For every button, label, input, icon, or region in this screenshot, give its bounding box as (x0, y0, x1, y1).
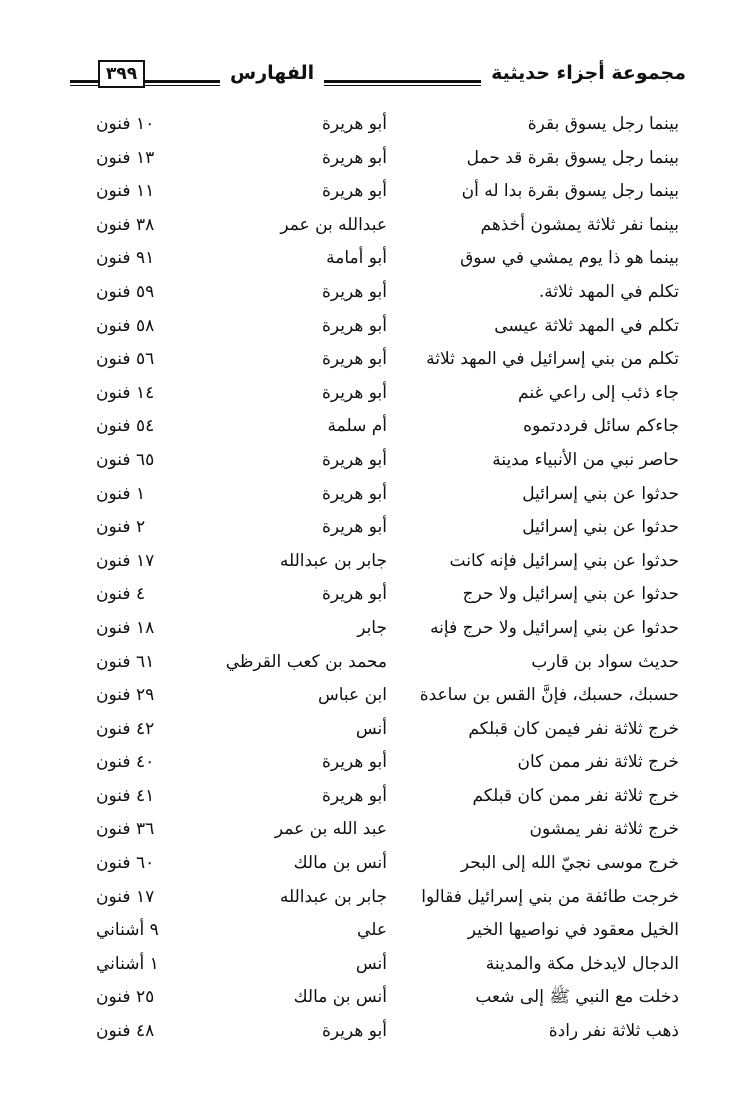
source-reference: ٦٥ فنون (96, 449, 155, 470)
index-row (0, 444, 755, 478)
narrator: أبو هريرة (321, 752, 387, 773)
index-row (0, 713, 755, 747)
source-reference: ١١ فنون (96, 181, 155, 202)
narrator: أنس (355, 718, 387, 739)
index-row (0, 948, 755, 982)
source-reference: ١٤ فنون (96, 382, 155, 403)
source-reference: ٥٤ فنون (96, 416, 155, 437)
narrator: جابر (357, 617, 387, 638)
hadith-incipit: الخيل معقود في نواصيها الخير (467, 920, 679, 941)
narrator: أبو هريرة (321, 147, 387, 168)
narrator: أبو هريرة (321, 449, 387, 470)
hadith-incipit: حدثوا عن بني إسرائيل ولا حرج فإنه (430, 617, 679, 638)
index-row (0, 377, 755, 411)
index-row (0, 646, 755, 680)
page-number: ٣٩٩ (98, 60, 145, 88)
source-reference: ٩١ فنون (96, 248, 155, 269)
hadith-incipit: حدثوا عن بني إسرائيل ولا حرج (462, 584, 679, 605)
hadith-incipit: خرج ثلاثة نفر فيمن كان قبلكم (468, 718, 679, 739)
source-reference: ٥٩ فنون (96, 281, 155, 302)
narrator: أبو هريرة (321, 785, 387, 806)
index-row (0, 343, 755, 377)
narrator: عبد الله بن عمر (274, 819, 387, 840)
narrator: أبو هريرة (321, 382, 387, 403)
index-row (0, 511, 755, 545)
source-reference: ١٠ فنون (96, 114, 155, 134)
index-row (0, 847, 755, 881)
index-row (0, 310, 755, 344)
index-row (0, 813, 755, 847)
index-row (0, 914, 755, 948)
hadith-incipit: خرج ثلاثة نفر يمشون (529, 819, 679, 840)
index-row (0, 780, 755, 814)
hadith-incipit: ذهب ثلاثة نفر رادة (548, 1021, 679, 1042)
source-reference: ٢٥ فنون (96, 987, 155, 1008)
narrator: أبو هريرة (321, 281, 387, 302)
index-row (0, 746, 755, 780)
narrator: أبو هريرة (321, 584, 387, 605)
index-row (0, 142, 755, 176)
index-row (0, 478, 755, 512)
hadith-incipit: خرج موسى نجيّ الله إلى البحر (460, 853, 679, 874)
index-row (0, 108, 755, 142)
narrator: أبو هريرة (321, 517, 387, 538)
index-row (0, 578, 755, 612)
hadith-incipit: خرج ثلاثة نفر ممن كان (517, 752, 679, 773)
hadith-incipit: حاصر نبي من الأنبياء مدينة (492, 449, 679, 470)
index-row (0, 175, 755, 209)
narrator: أبو هريرة (321, 114, 387, 134)
source-reference: ٤٨ فنون (96, 1021, 155, 1042)
narrator: جابر بن عبدالله (279, 886, 387, 907)
hadith-incipit: تكلم في المهد ثلاثة عيسى (494, 315, 679, 336)
source-reference: ٣٨ فنون (96, 214, 155, 235)
page-header (70, 58, 690, 94)
narrator: أبو هريرة (321, 1021, 387, 1042)
index-row (0, 545, 755, 579)
source-reference: ٤٢ فنون (96, 718, 155, 739)
index-row (0, 410, 755, 444)
book-title: مجموعة أجزاء حديثية (481, 58, 690, 88)
hadith-incipit: دخلت مع النبي ﷺ إلى شعب (475, 987, 679, 1008)
source-reference: ٩ أشناني (96, 920, 159, 941)
source-reference: ١ أشناني (96, 953, 159, 974)
index-row (0, 981, 755, 1015)
source-reference: ١٧ فنون (96, 886, 155, 907)
narrator: أبو أمامة (326, 248, 387, 269)
index-row (0, 242, 755, 276)
hadith-incipit: بينما نفر ثلاثة يمشون أخذهم (480, 214, 679, 235)
index-row (0, 612, 755, 646)
source-reference: ١٣ فنون (96, 147, 155, 168)
hadith-incipit: جاء ذئب إلى راعي غنم (518, 382, 679, 403)
source-reference: ١٧ فنون (96, 550, 155, 571)
hadith-incipit: تكلم في المهد ثلاثة. (538, 281, 679, 302)
narrator: أبو هريرة (321, 483, 387, 504)
hadith-incipit: بينما رجل يسوق بقرة (527, 114, 679, 134)
hadith-incipit: الدجال لايدخل مكة والمدينة (485, 953, 679, 974)
index-row (0, 276, 755, 310)
source-reference: ١٨ فنون (96, 617, 155, 638)
source-reference: ١ فنون (96, 483, 146, 504)
source-reference: ٢ فنون (96, 517, 146, 538)
narrator: أبو هريرة (321, 349, 387, 370)
narrator: أنس (355, 953, 387, 974)
hadith-incipit: حدثوا عن بني إسرائيل (522, 517, 679, 538)
source-reference: ٦١ فنون (96, 651, 155, 672)
narrator: ابن عباس (317, 685, 387, 706)
index-row (0, 1015, 755, 1049)
hadith-incipit: خرج ثلاثة نفر ممن كان قبلكم (472, 785, 679, 806)
source-reference: ٤ فنون (96, 584, 146, 605)
hadith-incipit: حديث سواد بن قارب (531, 651, 679, 672)
hadith-incipit: بينما هو ذا يوم يمشي في سوق (460, 248, 679, 269)
source-reference: ٥٨ فنون (96, 315, 155, 336)
hadith-incipit: بينما رجل يسوق بقرة قد حمل (466, 147, 679, 168)
source-reference: ٣٦ فنون (96, 819, 155, 840)
index-row (0, 881, 755, 915)
narrator: عبدالله بن عمر (280, 214, 387, 235)
index-row (0, 209, 755, 243)
index-list (0, 108, 755, 1049)
hadith-incipit: حدثوا عن بني إسرائيل فإنه كانت (449, 550, 679, 571)
source-reference: ٦٠ فنون (96, 853, 155, 874)
index-row (0, 679, 755, 713)
narrator: أبو هريرة (321, 181, 387, 202)
hadith-incipit: بينما رجل يسوق بقرة بدا له أن (461, 181, 679, 202)
narrator: أم سلمة (327, 416, 387, 437)
source-reference: ٤٠ فنون (96, 752, 155, 773)
source-reference: ٢٩ فنون (96, 685, 155, 706)
hadith-incipit: حسبك، حسبك، فإنَّ القس بن ساعدة (419, 685, 679, 706)
narrator: جابر بن عبدالله (279, 550, 387, 571)
narrator: أنس بن مالك (293, 987, 387, 1008)
hadith-incipit: تكلم من بني إسرائيل في المهد ثلاثة (426, 349, 679, 370)
narrator: أبو هريرة (321, 315, 387, 336)
hadith-incipit: خرجت طائفة من بني إسرائيل فقالوا (421, 886, 679, 907)
source-reference: ٥٦ فنون (96, 349, 155, 370)
narrator: علي (357, 920, 387, 941)
narrator: أنس بن مالك (293, 853, 387, 874)
hadith-incipit: جاءكم سائل فرددتموه (523, 416, 679, 437)
source-reference: ٤١ فنون (96, 785, 155, 806)
section-title: الفهارس (220, 58, 324, 88)
narrator: محمد بن كعب القرظي (225, 651, 387, 672)
hadith-incipit: حدثوا عن بني إسرائيل (522, 483, 679, 504)
